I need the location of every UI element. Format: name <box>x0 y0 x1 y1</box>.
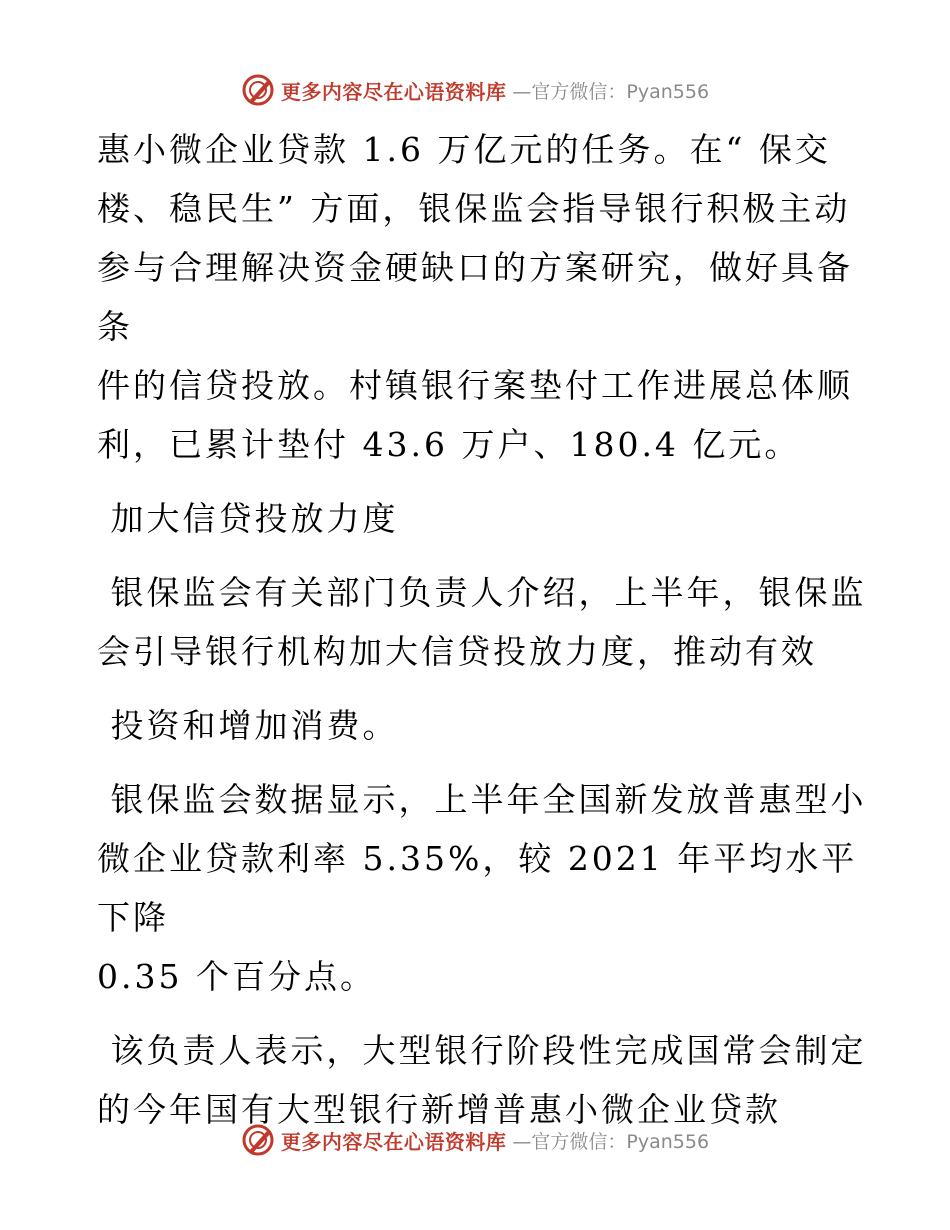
pen-logo-icon <box>241 73 275 107</box>
text-line: 楼、稳民生” 方面，银保监会指导银行积极主动 <box>97 189 851 228</box>
paragraph-1 <box>97 120 867 474</box>
text-line: 惠小微企业贷款 1.6 万亿元的任务。在“ 保交 <box>97 130 831 169</box>
footer-watermark <box>0 1118 950 1162</box>
pen-logo-icon <box>241 1123 275 1157</box>
watermark-gray-text: —官方微信：Pyan556 <box>512 80 710 103</box>
text-line: 加大信贷投放力度 <box>97 499 399 538</box>
text-line: 银保监会有关部门负责人介绍，上半年，银保监 <box>97 573 867 612</box>
text-line: 件的信贷投放。村镇银行案垫付工作进展总体顺 <box>97 366 853 405</box>
watermark-gray-text: —官方微信：Pyan556 <box>512 1130 710 1153</box>
section-heading <box>97 489 867 548</box>
text-line: 该负责人表示，大型银行阶段性完成国常会制定 <box>97 1031 867 1070</box>
document-body <box>97 120 867 1139</box>
watermark-red-text: 更多内容尽在心语资料库 <box>280 1129 507 1154</box>
text-line: 参与合理解决资金硬缺口的方案研究，做好具备条 <box>97 248 853 346</box>
paragraph-5 <box>97 770 867 1006</box>
paragraph-4 <box>97 696 867 755</box>
text-line: 利，已累计垫付 43.6 万户、180.4 亿元。 <box>97 425 801 464</box>
text-line: 0.35 个百分点。 <box>97 957 376 996</box>
text-line: 的今年国有大型银行新增普惠小微企业贷款 <box>97 1090 781 1129</box>
paragraph-3 <box>97 563 867 681</box>
header-watermark <box>0 68 950 112</box>
text-line: 银保监会数据显示，上半年全国新发放普惠型小 <box>97 780 867 819</box>
text-line: 投资和增加消费。 <box>97 706 399 745</box>
text-line: 会引导银行机构加大信贷投放力度，推动有效 <box>97 632 817 671</box>
text-line: 微企业贷款利率 5.35%，较 2021 年平均水平下降 <box>97 839 858 937</box>
watermark-red-text: 更多内容尽在心语资料库 <box>280 79 507 104</box>
